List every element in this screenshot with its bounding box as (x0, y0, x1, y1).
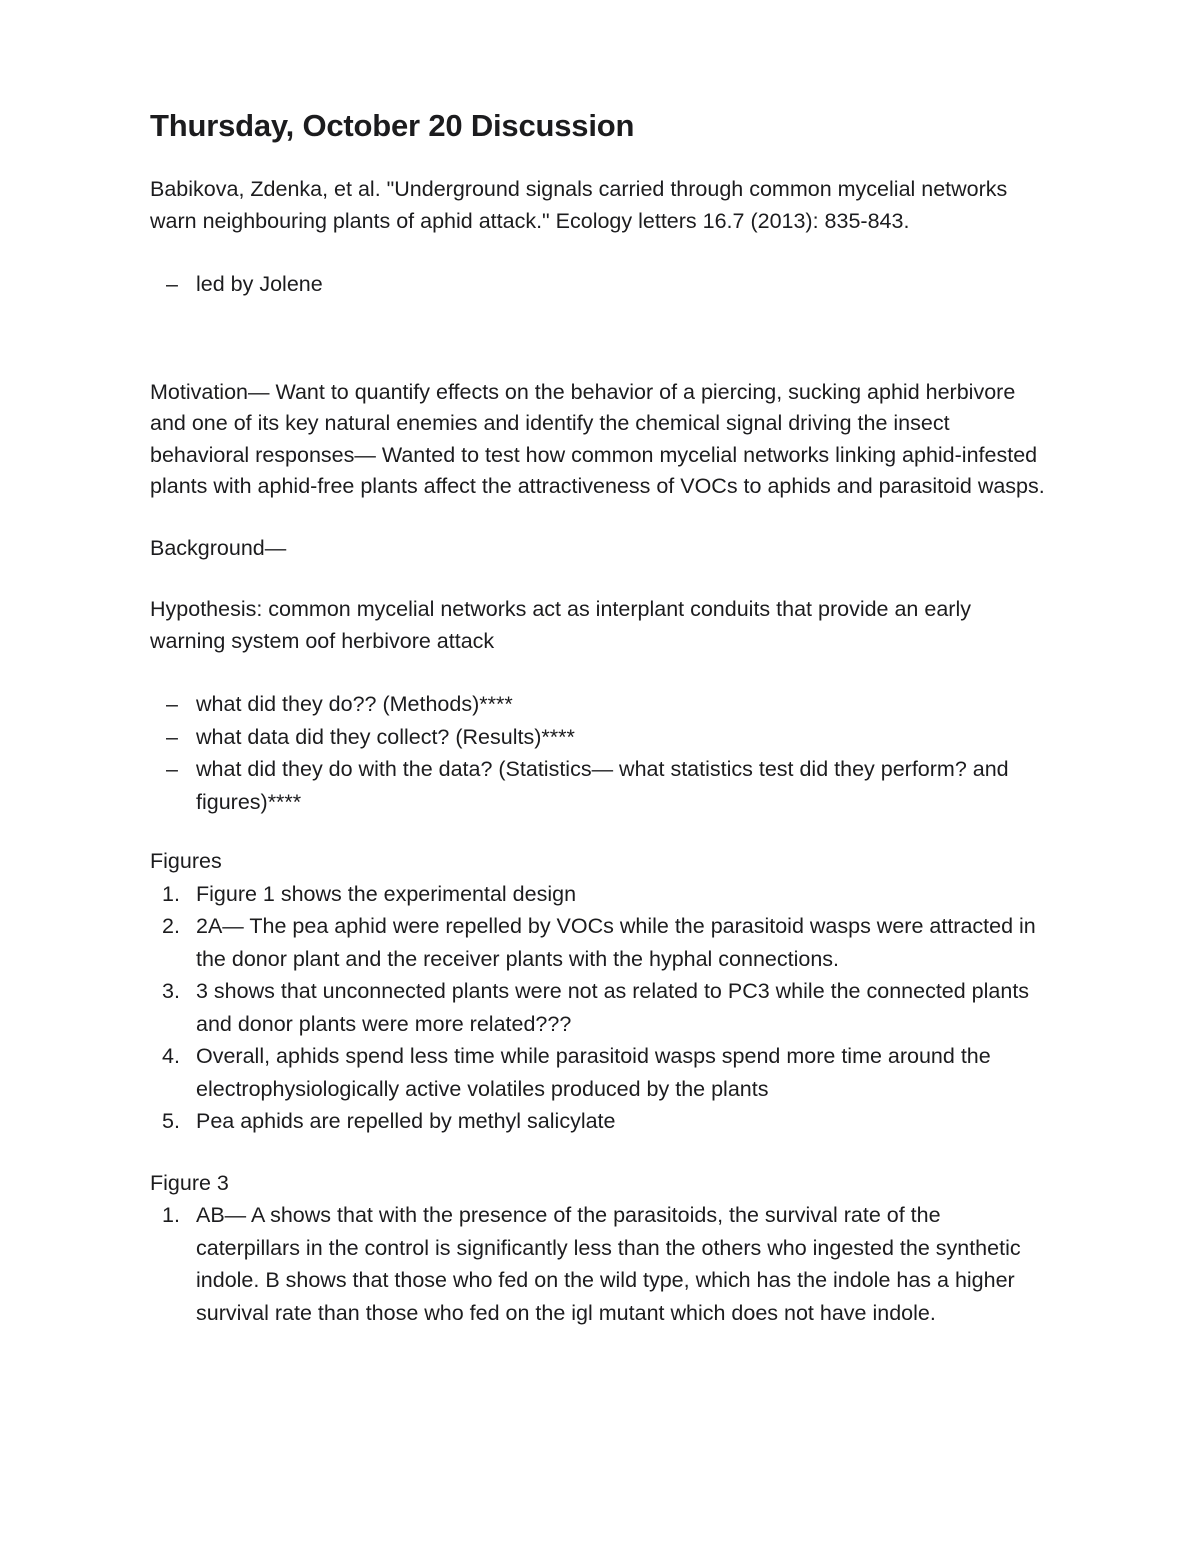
list-item (150, 268, 1050, 301)
figure-note: 3 shows that unconnected plants were not as related to PC3 while the connected plants and donor plants were more related??? (196, 979, 1030, 1036)
motivation-paragraph: Motivation— Want to quantify effects on the behavior of a piercing, sucking aphid herbivore and one of its key natural enemies and identify the chemical signal driving the insect behavioral responses— Wanted to test how common mycelial networks linking aphid-infested plants with aphid-free plants affect the attractiveness of VOCs to aphids and parasitoid wasps. (150, 379, 1045, 498)
figure3-list (150, 1199, 1050, 1329)
list-item (150, 721, 1050, 754)
background-heading: Background— (150, 535, 287, 560)
list-item (150, 753, 1050, 818)
list-item (150, 975, 1050, 1040)
figures-list (150, 878, 1050, 1138)
questions-list (150, 688, 1050, 818)
figure3-heading: Figure 3 (150, 1170, 229, 1195)
page-title: Thursday, October 20 Discussion (150, 108, 635, 143)
figures-heading: Figures (150, 849, 222, 873)
list-number: 1. (162, 881, 180, 906)
citation-paragraph: Babikova, Zdenka, et al. "Underground signals carried through common mycelial networks warn neighbouring plants of aphid attack." Ecology letters 16.7 (2013): 835-843. (150, 177, 1008, 233)
list-number: 1. (162, 1203, 180, 1227)
figure-note: Pea aphids are repelled by methyl salicylate (196, 1109, 616, 1133)
list-number: 4. (162, 1044, 180, 1068)
question-text: what did they do with the data? (Statistics— what statistics test did they perform? and figures)**** (196, 757, 1009, 814)
list-item (150, 688, 1050, 721)
list-number: 5. (162, 1109, 180, 1133)
list-number: 2. (162, 914, 180, 938)
figure-note: 2A— The pea aphid were repelled by VOCs while the parasitoid wasps were attracted in the donor plant and the receiver plants with the hyphal connections. (196, 914, 1036, 971)
led-by-text: led by Jolene (196, 272, 323, 296)
list-number: 3. (162, 979, 180, 1003)
figure3-note: AB— A shows that with the presence of the parasitoids, the survival rate of the caterpillars in the control is significantly less than the others who ingested the synthetic indole. B shows that those who fed on the wild type, which has the indole has a higher survival rate than those who fed on the igl mutant which does not have indole. (196, 1203, 1021, 1325)
figure-note: Overall, aphids spend less time while parasitoid wasps spend more time around the electrophysiologically active volatiles produced by the plants (196, 1044, 991, 1101)
figure-note: Figure 1 shows the experimental design (196, 881, 577, 906)
dash-bullet: – (166, 724, 178, 749)
list-item (150, 1199, 1050, 1329)
list-item (150, 910, 1050, 975)
dash-bullet: – (166, 692, 178, 716)
document-page (150, 100, 1050, 1329)
list-item (150, 1105, 1050, 1138)
dash-bullet: – (166, 757, 178, 781)
question-text: what data did they collect? (Results)**** (196, 724, 575, 749)
question-text: what did they do?? (Methods)**** (196, 692, 513, 716)
dash-bullet: – (166, 272, 178, 296)
list-item (150, 878, 1050, 911)
list-item (150, 1040, 1050, 1105)
hypothesis-paragraph: Hypothesis: common mycelial networks act as interplant conduits that provide an early warning system oof herbivore attack (150, 597, 971, 653)
led-by-list (150, 268, 1050, 301)
